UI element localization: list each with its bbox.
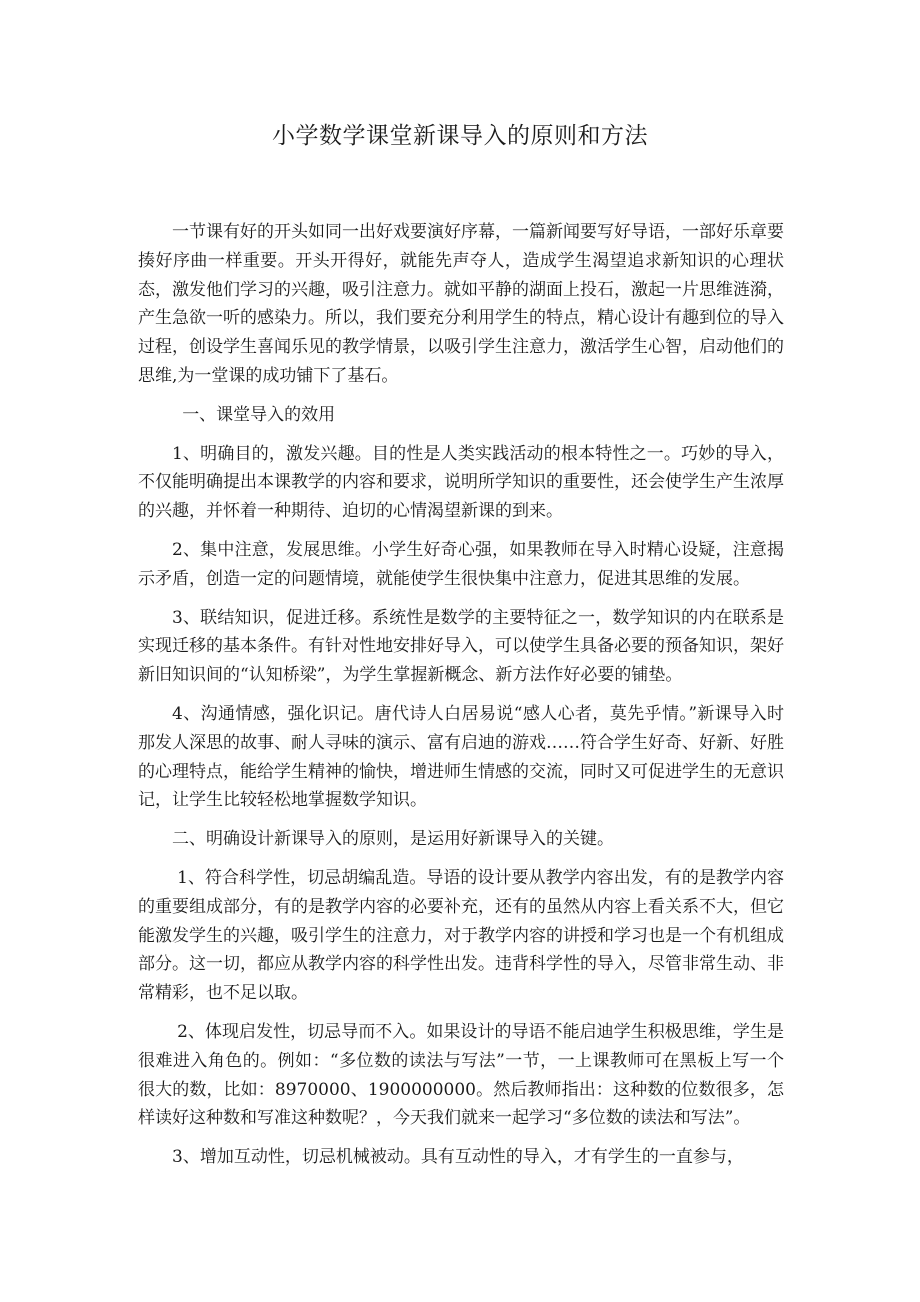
section-heading-1: 一、课堂导入的效用 xyxy=(182,404,336,425)
document-title: 小学数学课堂新课导入的原则和方法 xyxy=(272,123,648,149)
section1-item-4: 4、沟通情感，强化识记。唐代诗人白居易说“感人心者，莫先乎情。”新课导入时那发人深思的故事、耐人寻味的演示、富有启迪的游戏……符合学生好奇、好新、好胜的心理特点，能给学生精神的愉快，增进师生情感的交流，同时又可促进学生的无意识记，让学生比较轻松地掌握数学知识。 xyxy=(138,703,784,811)
section2-item-1: 1、符合科学性，切忌胡编乱造。导语的设计要从教学内容出发，有的是教学内容的重要组成部分，有的是教学内容的必要补充，还有的虽然从内容上看关系不大，但它能激发学生的兴趣，吸引学生的注意力，对于教学内容的讲授和学习也是一个有机组成部分。这一切，都应从教学内容的科学性出发。违背科学性的导入，尽管非常生动、非常精彩，也不足以取。 xyxy=(138,867,784,1004)
section1-item-3: 3、联结知识，促进迁移。系统性是数学的主要特征之一，数学知识的内在联系是实现迁移的基本条件。有针对性地安排好导入，可以使学生具备必要的预备知识，架好新旧知识间的“认知桥梁”，为学生掌握新概念、新方法作好必要的铺垫。 xyxy=(138,607,784,686)
section1-item-2: 2、集中注意，发展思维。小学生好奇心强，如果教师在导入时精心设疑，注意揭示矛盾，创造一定的问题情境，就能使学生很快集中注意力，促进其思维的发展。 xyxy=(138,539,784,589)
section1-item-1: 1、明确目的，激发兴趣。目的性是人类实践活动的根本特性之一。巧妙的导入，不仅能明确提出本课教学的内容和要求，说明所学知识的重要性，还会使学生产生浓厚的兴趣，并怀着一种期待、迫切的心情渴望新课的到来。 xyxy=(138,443,784,522)
section2-item-3: 3、增加互动性，切忌机械被动。具有互动性的导入，才有学生的一直参与， xyxy=(172,1147,744,1168)
section-heading-2: 二、明确设计新课导入的原则，是运用好新课导入的关键。 xyxy=(172,829,614,850)
intro-paragraph: 一节课有好的开头如同一出好戏要演好序幕，一篇新闻要写好导语，一部好乐章要揍好序曲一样重要。开头开得好，就能先声夺人，造成学生渴望追求新知识的心理状态，激发他们学习的兴趣，吸引注意力。就如平静的湖面上投石，激起一片思维涟漪，产生急欲一听的感染力。所以，我们要充分利用学生的特点，精心设计有趣到位的导入过程，创设学生喜闻乐见的教学情景，以吸引学生注意力，激活学生心智，启动他们的思维,为一堂课的成功铺下了基石。 xyxy=(138,222,784,386)
section2-item-2: 2、体现启发性，切忌导而不入。如果设计的导语不能启迪学生积极思维，学生是很难进入角色的。例如：“多位数的读法与写法”一节，一上课教师可在黑板上写一个很大的数，比如：8970000、1900000000。然后教师指出：这种数的位数很多，怎样读好这种数和写准这种数呢？，今天我们就来一起学习“多位数的读法和写法”。 xyxy=(138,1021,784,1129)
document-body xyxy=(138,218,784,1182)
